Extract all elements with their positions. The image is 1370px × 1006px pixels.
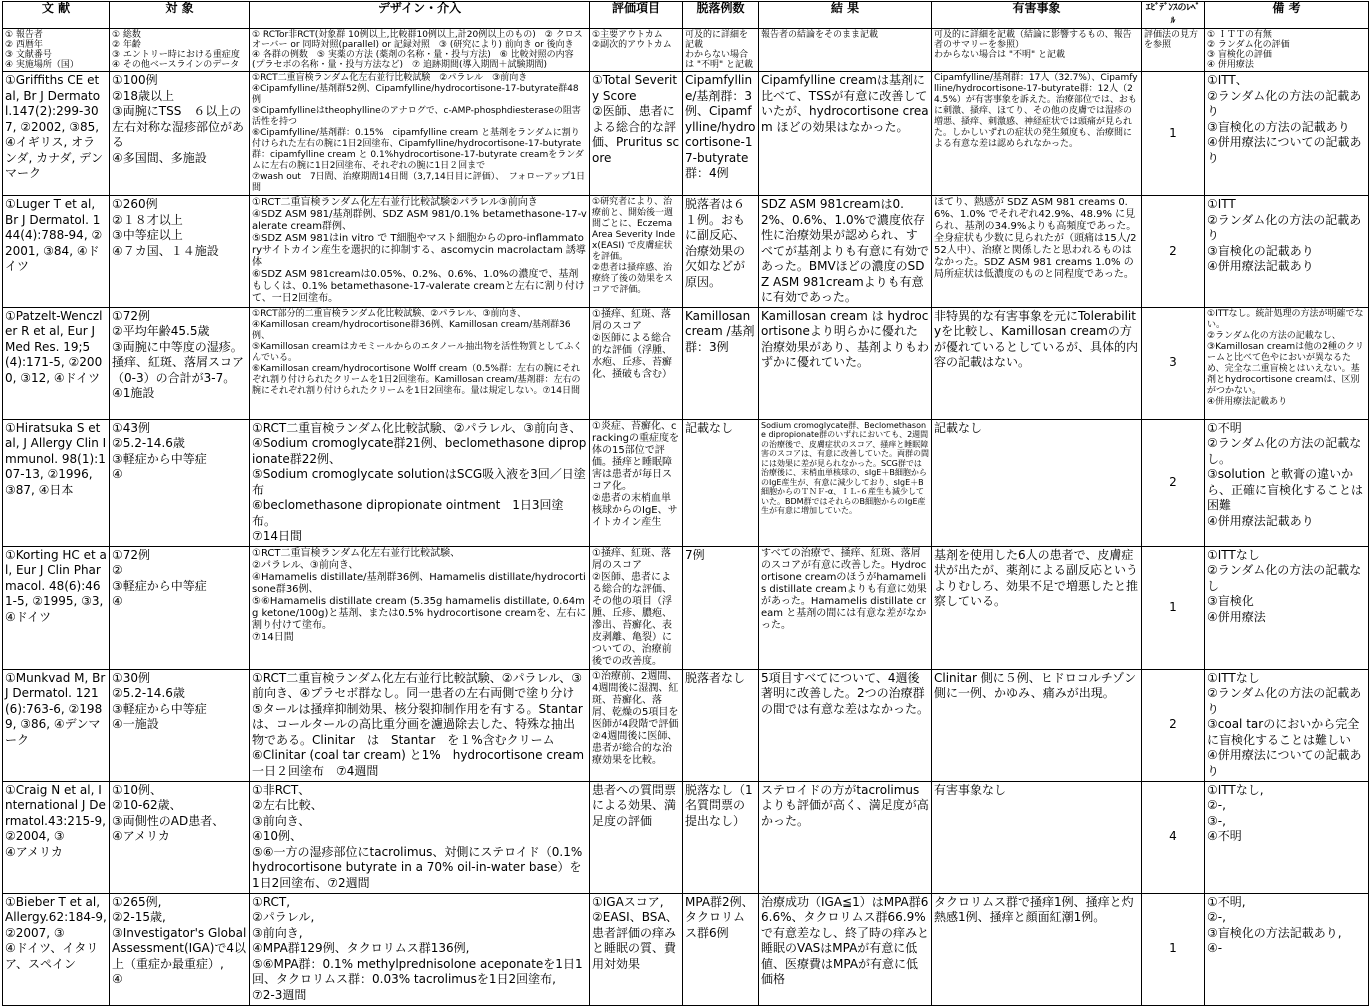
cell-adverse-events: 基剤を使用した6人の患者で、皮膚症状が出たが、薬剤による副反応というよりむしろ、効果不足で増悪したと推察している。 [934,547,1139,608]
cell-subjects: ①260例 ②１８才以上 ③中等症以上 ④７カ国、１４施設 [112,197,219,258]
cell-dropouts: 7例 [685,547,705,562]
table-row [3,196,1369,308]
cell-remarks: ①ITTなし ②ランダム化の方法の記載なし ③盲検化 ④併用療法 [1207,547,1362,624]
cell-evaluation: ①炎症、苔癬化、crackingの重症度を体の15部位で評価。掻痒と睡眠障害は患者が毎日スコア化。 ②患者の末梢血単核球からのIgE、サイトカイン産生 [592,420,679,528]
subheader-subjects: ① 総数 ② 年齢 ③ エントリー時における重症度 ④ その他ベースラインのデータ [112,30,240,70]
cell-design: ①RCT二重盲検ランダム化左右並行比較試験、②パラレル、③前向き、④プラセボ群なし。同一患者の左右両側で塗り分け ⑤タールは掻痒抑制効果、核分裂抑制作用を有する。Stantarは、コールタールの高比重分画を濾過除去した、特殊な抽出物である。Clinitar は Stantar を１%含むクリーム ⑥Clinitar (coal tar cream) と1% hydrocortisone cream 一日２回塗布 ⑦4週間 [252,670,585,778]
cell-subjects: ①30例 ②5.2-14.6歳 ③軽症から中等症 ④一施設 [112,670,207,731]
cell-results: SDZ ASM 981creamは0.2%、0.6%、1.0%で濃度依存性に治療効果が認められ、すべてが基剤よりも有意に有効であった。BMVほどの濃度のSDZ ASM 981creamよりも有意に有効であった。 [761,197,930,304]
cell-results: Kamillosan cream は hydrocortisoneより明らかに優れた治療効果があり、基剤よりもわずかに優れていた。 [761,308,930,369]
cell-reference: ①Korting HC et al, Eur J Clin Pharmacol. 48(6):461-5, ②1995, ③3, ④ドイツ [5,547,107,624]
cell-reference: ①Griffiths CE et al, Br J Dermatol.147(2):299-307, ②2002, ③85, ④イギリス, オランダ, カナダ, デンマーク [5,73,103,180]
cell-evaluation: ①治療前、2週間、4週間後に湿潤、紅斑、苔癬化、落屑、乾燥の5項目を医師が4段階で評価 ②4週間後に医師、患者が総合的な治療効果を比較。 [592,670,679,766]
cell-results: 5項目すべてについて、4週後著明に改善した。2つの治療群の間では有意な差はなかった。 [761,670,930,716]
header-design: デザイン・介入 [250,2,590,29]
cell-remarks: ①ITT、 ②ランダム化の方法の記載あり ③盲検化の方法の記載あり ④併用療法についての記載あり [1207,73,1362,165]
cell-reference: ①Craig N et al, International J Dermatol.43:215-9, ②2004, ③ ④アメリカ [5,782,106,859]
cell-evaluation: ①掻痒、紅斑、落屑のスコア ②医師による総合的な評価（浮腫、水疱、丘疹、苔癬化、掻破も含む） [592,308,672,380]
cell-results: 治療成功（IGA≦1）はMPA群66.6%、タクロリムス群66.9%で有意差なし、終了時の痒みと睡眠のVASはMPAが有意に低値、医療費はMPAが有意に低価格 [761,894,930,986]
cell-reference: ①Luger T et al, Br J Dermatol. 144(4):788-94, ②2001, ③84, ④ドイツ [5,197,103,273]
cell-design: ①RCT二重盲検ランダム化比較試験、②パラレル、③前向き、 ④Sodium cromoglycate群21例、beclomethasone dipropionate群22例、 ⑤Sodium cromoglycate solutionはSCG吸入液を3回／日塗布 ⑥beclomethasone dipropionate ointment 1日3回塗布。 ⑦14日間 [252,420,587,543]
cell-dropouts: 脱落者は６１例。おもに副反応、治療効果の欠如などが原因。 [685,197,746,289]
cell-subjects: ①72例 ②平均年齢45.5歳 ③両腕に中等度の湿疹。掻痒、紅斑、落屑スコア（0-3）の合計が3-7。 ④1施設 [112,308,245,400]
header-adverse-events: 有害事象 [932,2,1142,29]
cell-reference: ①Hiratsuka S et al, J Allergy Clin Immunol. 98(1):107-13, ②1996, ③87, ④日本 [5,420,107,497]
cell-adverse-events: Cipamfylline/基剤群：17人（32.7%）、Cipamfylline/hydrocortisone-17-butyrate群：12人（24.5%）が有害事象を訴えた。治療部位では、おもに刺激、掻痒、ほてり、その他の皮膚では湿疹の増悪、掻痒、刺激感、神経症状では頭痛が見られた。しかしいずれの症状の発生頻度も、治療間による有意な差は認められなかった。 [934,73,1138,149]
subheader-evidence-level: 評価法の見方を参照 [1144,30,1199,50]
cell-adverse-events: ほてり、熱感が SDZ ASM 981 creams 0.6%、1.0% でそれぞれ42.9%、48.9% に見られ、基剤の34.9%よりも高頻度であった。全身症状も少数に見られたが（頭痛は15人/252人中）、治療と関係したと思われるものはなかった。SDZ ASM 981 creams 1.0% の局所症状は低濃度のものと同程度であった。 [934,197,1137,280]
cell-adverse-events: Clinitar 側に５例、ヒドロコルチゾン側に一例、かゆみ、痛みが出現。 [934,670,1137,700]
cell-reference: ①Patzelt-Wenczler R et al, Eur J Med Res. 19;5(4):171-5, ②2000, ③12, ④ドイツ [5,308,103,385]
cell-dropouts: 記載なし [685,420,734,435]
cell-adverse-events: 記載なし [934,420,983,435]
cell-results: ステロイドの方がtacrolimusよりも評価が高く、満足度が高かった。 [761,782,929,828]
cell-subjects: ①72例 ② ③軽症から中等症 ④ [112,547,207,608]
cell-adverse-events: 非特異的な有害事象を元にTolerabilityを比較し、Kamillosan creamの方が優れているとしているが、具体的内容の記載はない。 [934,308,1139,369]
subheader-dropouts: 可及的に詳細を記載 わからない場合は "不明" と記載 [685,30,754,70]
cell-results: Cipamfylline creamは基剤に比べて、TSSが有意に改善していたが、hydrocortisone cream ほどの効果はなかった。 [761,73,929,134]
header-row [3,2,1369,29]
cell-reference: ①Munkvad M, Br J Dermatol. 121(6):763-6, ②1989, ③86, ④デンマーク [5,670,106,747]
cell-design: ①RCT二重盲検ランダム化左右並行比較試験 ②パラレル ③前向き ④Cipamfylline/基剤群52例、Cipamfylline/hydrocortisone-17-butyrate群48例 ⑤Cipamfyllineはtheophyllineのアナログで、c-AMP-phosphdiesteraseの阻害活性を持つ ⑥Cipamfylline/基剤群：0.15% cipamfylline cream と基剤をランダムに割り付けられた左右の腕に1日2回塗布、Cipamfylline/hydrocortisone-17-butyrate群：cipamfylline cream と 0.1%hydrocortisone-17-butyrate creamをランダムに左右の腕に1日2回塗布、それぞれの腕に1日２回まで ⑦wash out 7日間、治療期間14日間（3,7,14日目に評価）、 フォローアップ1日間 [252,73,585,193]
cell-subjects: ①100例 ②18歳以上 ③両腕にTSS ６以上の左右対称な湿疹部位がある ④多国間、多施設 [112,73,245,165]
subheader-design: ① RCTor非RCT(対象群 10例以上,比較群10例以上,計20例以上のもの) ② クロスオーバー or 同時対照(parallel) or 記録対照 ③ (研究により) 前向き or 後向き ④ 各群の例数 ⑤ 実薬の方法 (薬剤の名称・量・投与方法) ⑥ 比較対照の内容 (プラセボの名称・量・投与方法など) ⑦ 追跡期間(導入期間＋試験期間) [252,30,583,70]
cell-remarks: ①不明, ②-, ③盲検化の方法記載あり, ④- [1207,894,1342,955]
cell-evaluation: ①IGAスコア, ②EASI、BSA、患者評価の痒みと睡眠の質、費用対効果 [592,894,678,971]
cell-adverse-events: 有害事象なし [934,782,1007,797]
cell-remarks: ①ITT ②ランダム化の方法の記載あり ③盲検化の記載あり ④併用療法記載あり [1207,197,1362,273]
cell-evidence-level: 4 [1169,829,1177,844]
cell-dropouts: 脱落者なし [685,670,746,685]
evidence-table [2,1,1369,1006]
cell-evidence-level: 1 [1169,599,1177,614]
header-dropouts: 脱落例数 [683,2,759,29]
table-row [3,893,1369,1005]
cell-dropouts: 脱落なし（1名質問票の提出なし） [685,782,753,828]
subheader-row [3,29,1369,72]
table-row [3,307,1369,419]
cell-evaluation: ①研究者により、治療前と、開始後一週間ごとに、Eczema Area Severity Index(EASI) で皮膚症状を評価。 ②患者は掻痒感、治療終了後の効果をスコアで評価。 [592,197,676,295]
cell-dropouts: Cipamfylline/基剤群：3例、Cipamfylline/hydrocortisone-17-butyrate群：4例 [685,73,756,180]
cell-design: ①RCT二重盲検ランダム化左右並行比較試験②パラレル③前向き ④SDZ ASM 981/基剤群例、SDZ ASM 981/0.1% betamethasone-17-valerate cream群例、 ⑤SDZ ASM 981はin vitro で T細胞やマスト細胞からのpro-inflammatoryサイトカイン産生を選択的に抑制する、ascomycin macrolactam 誘導体 ⑥SDZ ASM 981creamは0.05%、0.2%、0.6%、1.0%の濃度で、基剤もしくは、0.1% betamethasone-17-valerate creamと左右に割り付けて、一日2回塗布。 [252,197,587,304]
header-reference: 文 献 [3,2,110,29]
table-row [3,669,1369,781]
cell-remarks: ①不明 ②ランダム化の方法の記載なし。 ③solution と軟膏の違いから、正確に盲検化することは困難 ④併用療法記載あり [1207,420,1364,528]
cell-remarks: ①ITTなし。統計処理の方法が明確でない。 ②ランダム化の方法の記載なし、 ③Kamillosan creamは他の2種のクリームと比べて色やにおいが異なるため、完全な二重盲検とはいえない。基剤とhydrocortisone creamは、区別がつかない。 ④併用療法記載あり [1207,308,1364,407]
cell-reference: ①Bieber T et al, Allergy.62:184-9, ②2007, ③ ④ドイツ、イタリア、スペイン [5,894,107,971]
cell-results: すべての治療で、掻痒、紅斑、落屑のスコアが有意に改善した。Hydrocortisone creamのほうがhamamelis distillate creamよりも有意に効果があった。Hamamelis distillate cream と基剤の間には有意な差がなかった。 [761,547,927,631]
subheader-reference: ① 報告者 ② 西暦年 ③ 文献番号 ④ 実施場所（国） [5,30,79,70]
table-row [3,546,1369,669]
header-subjects: 対 象 [110,2,250,29]
cell-dropouts: Kamillosan cream /基剤群：3例 [685,308,755,354]
cell-dropouts: MPA群2例、タクロリムス群6例 [685,894,754,940]
cell-design: ①RCT部分的二重盲検ランダム化比較試験、②パラレル、③前向き、 ④Kamillosan cream/hydrocortisone群36例、Kamillosan cream/基剤群36例、 ⑤Kamillosan creamはカモミールからのエタノール抽出物を活性物質としてふくんでいる。 ⑥Kamillosan cream/hydrocortisone Wolff cream（0.5%群：左右の腕にそれぞれ割り付けられたクリームを1日2回塗布。Kamillosan cream/基剤群：左右の腕にそれぞれ割り付けられたクリームを1日2回塗布。量は規定しない。⑦14日間 [252,308,583,396]
cell-subjects: ①265例, ②2-15歳, ③Investigator's Global Assessment(IGA)で4以上（重症か最重症）, ④ [112,894,247,986]
cell-results: Sodium cromoglycate群、Beclomethasone dipropionate群のいずれにおいても、2週間の治療後で、皮膚症状のスコア、掻痒と睡眠障害のスコアは、有意に改善していた。両群の間には効果に差が見られなかった。SCG群では治療後に、末梢血単核球の、sIgE＋B細胞からのIgE産生が、有意に減少しており、sIgE＋B細胞からのＴＮＦ-α、ＩＬ-６産生も減少していた。BDM群ではそれらのB細胞からのIgE産生が有意に増加していた。 [761,420,929,515]
cell-remarks: ①ITTなし ②ランダム化の方法の記載あり ③coal tarのにおいから完全に盲検化することは難しい ④併用療法についての記載あり [1207,670,1362,778]
cell-remarks: ①ITTなし, ②-, ③-, ④不明 [1207,782,1264,843]
cell-evidence-level: 2 [1169,243,1177,258]
header-evidence-level: ｴﾋﾞﾃﾞﾝｽのﾚﾍﾞﾙ [1142,2,1205,29]
table-row [3,419,1369,546]
cell-evidence-level: 2 [1169,717,1177,732]
subheader-remarks: ① ＩＴＴの有無 ② ランダム化の評価 ③ 盲検化の評価 ④ 併用療法 [1207,30,1290,70]
cell-evaluation: ①Total Severity Score ②医師、患者による総合的な評価、Pruritus score [592,73,680,165]
subheader-adverse-events: 可及的に詳細を記載（結論に影響するもの、報告者のサマリーを参照） わからない場合は "不明" と記載 [934,30,1132,60]
cell-evidence-level: 2 [1169,474,1177,489]
table-row [3,781,1369,893]
cell-evidence-level: 1 [1169,941,1177,956]
cell-design: ①RCT, ②パラレル, ③前向き, ④MPA群129例、タクロリムス群136例, ⑤⑥MPA群：0.1% methylprednisolone aceponateを1日1回、タクロリムス群：0.03% tacrolimusを1日2回塗布, ⑦2-3週間 [252,894,583,1002]
cell-evaluation: 患者への質問票による効果、満足度の評価 [592,782,677,828]
cell-evidence-level: 3 [1169,355,1177,370]
cell-evidence-level: 1 [1169,125,1177,140]
cell-design: ①非RCT、 ②左右比較、 ③前向き、 ④10例、 ⑤⑥一方の湿疹部位にtacrolimus、対側にステロイド（0.1% hydrocortisone butyrate in a 70% oil-in-water base）を1日2回塗布、⑦2週間 [252,782,583,890]
table-row [3,72,1369,196]
subheader-results: 報告者の結論をそのまま記載 [761,30,879,40]
header-remarks: 備 考 [1205,2,1369,29]
cell-evaluation: ①掻痒、紅斑、落屑のスコア ②医師、患者による総合的な評価、その他の項目（浮腫、丘疹、膿疱、滲出、苔癬化、表皮剥離、亀裂）についての、治療前後での改善度。 [592,547,672,667]
cell-design: ①RCT二重盲検ランダム化左右並行比較試験、 ②パラレル、③前向き、 ④Hamamelis distillate/基剤群36例、Hamamelis distillate/hydrocortisone群36例、 ⑤⑥Hamamelis distillate cream (5.35g hamamelis distillate, 0.64mg ketone/100g)と基剤、または0.5% hydrocortisone creamを、左右に割り付けて塗布。 ⑦14日間 [252,547,587,643]
cell-subjects: ①43例 ②5.2-14.6歳 ③軽症から中等症 ④ [112,420,207,481]
cell-subjects: ①10例、 ②10-62歳、 ③両側性のAD患者、 ④アメリカ [112,782,225,843]
header-results: 結 果 [759,2,932,29]
cell-adverse-events: タクロリムス群で掻痒1例、掻痒と灼熱感1例、掻痒と顔面紅潮1例。 [934,894,1134,924]
header-evaluation: 評価項目 [590,2,683,29]
subheader-evaluation: ①主要アウトカム ②副次的アウトカム [592,30,672,50]
